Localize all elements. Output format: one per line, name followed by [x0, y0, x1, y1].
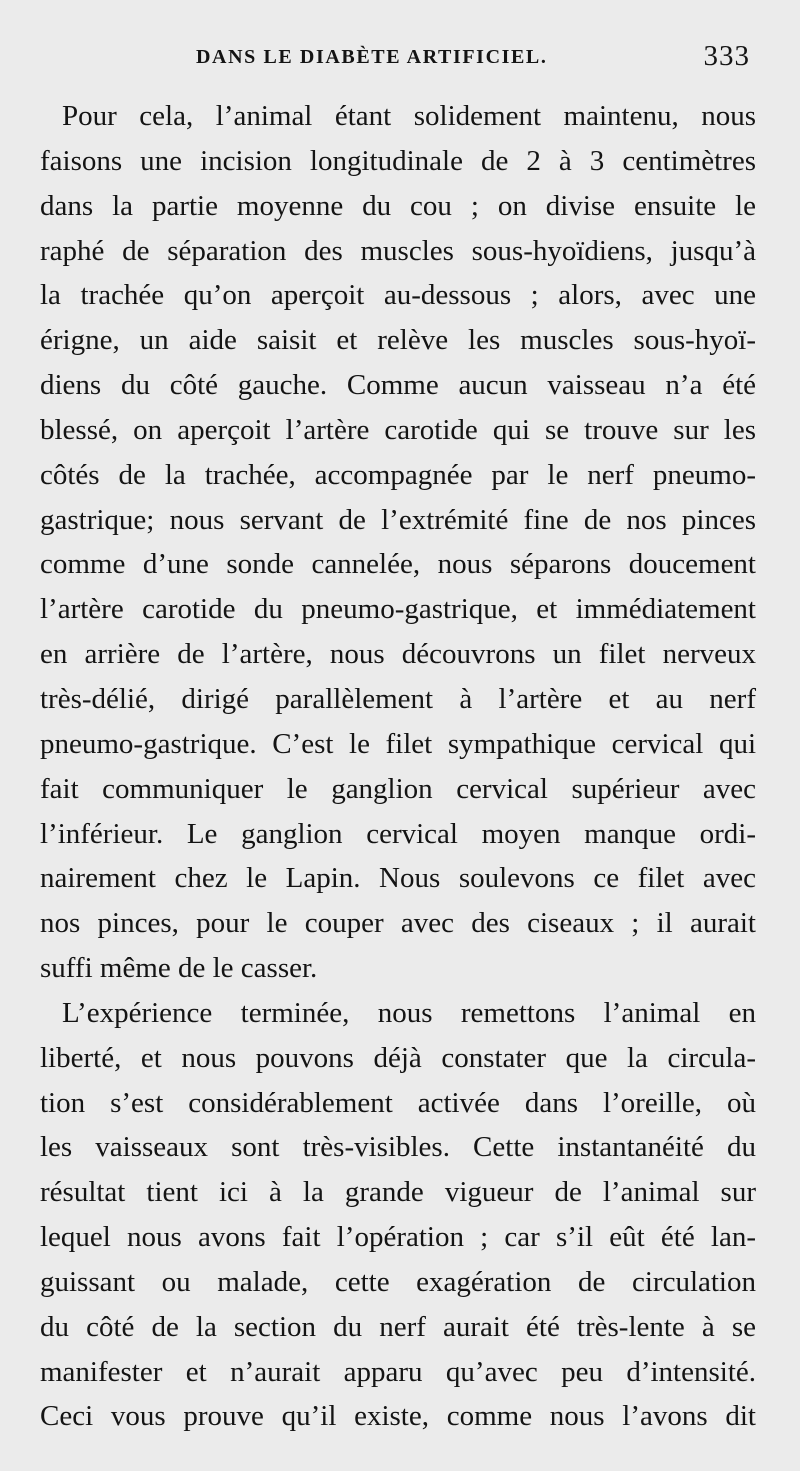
text-line: du côté de la section du nerf aurait été très-lente à se	[40, 1310, 756, 1343]
paragraph	[40, 991, 756, 1439]
text-line: guissant ou malade, cette exagération de circulation	[40, 1265, 756, 1298]
text-line: tion s’est considérablement activée dans l’oreille, où	[40, 1086, 756, 1119]
text-line: nos pinces, pour le couper avec des ciseaux ; il aurait	[40, 907, 756, 940]
text-line: suffi même de le casser.	[40, 952, 318, 985]
text-line: nairement chez le Lapin. Nous soulevons ce filet avec	[40, 862, 756, 895]
text-line: comme d’une sonde cannelée, nous séparons doucement	[40, 548, 756, 581]
page-number: 333	[703, 40, 750, 72]
text-line: Ceci vous prouve qu’il existe, comme nous l’avons dit	[40, 1400, 756, 1433]
text-line: raphé de séparation des muscles sous-hyoïdiens, jusqu’à	[40, 234, 756, 267]
text-line: diens du côté gauche. Comme aucun vaisseau n’a été	[40, 369, 756, 402]
text-line: érigne, un aide saisit et relève les muscles sous-hyoï-	[40, 324, 756, 357]
text-line: faisons une incision longitudinale de 2 à 3 centimètres	[40, 144, 756, 177]
text-line: Pour cela, l’animal étant solidement maintenu, nous	[62, 100, 756, 132]
body-text	[40, 94, 756, 1439]
paragraph	[40, 94, 756, 991]
text-line: liberté, et nous pouvons déjà constater que la circula-	[40, 1041, 756, 1074]
text-line: résultat tient ici à la grande vigueur de l’animal sur	[40, 1176, 756, 1209]
text-line: blessé, on aperçoit l’artère carotide qui se trouve sur les	[40, 413, 756, 446]
text-line: très-délié, dirigé parallèlement à l’artère et au nerf	[40, 682, 756, 715]
text-line: dans la partie moyenne du cou ; on divise ensuite le	[40, 189, 756, 222]
text-line: en arrière de l’artère, nous découvrons un filet nerveux	[40, 638, 756, 671]
text-line: gastrique; nous servant de l’extrémité fine de nos pinces	[40, 503, 756, 536]
text-line: côtés de la trachée, accompagnée par le nerf pneumo-	[40, 458, 756, 491]
text-line: pneumo-gastrique. C’est le filet sympathique cervical qui	[40, 727, 756, 760]
text-line: L’expérience terminée, nous remettons l’animal en	[62, 996, 756, 1029]
text-line: l’inférieur. Le ganglion cervical moyen manque ordi-	[40, 817, 756, 850]
text-line: la trachée qu’on aperçoit au-dessous ; alors, avec une	[40, 279, 756, 312]
text-line: manifester et n’aurait apparu qu’avec peu d’intensité.	[40, 1355, 756, 1388]
running-title: DANS LE DIABÈTE ARTIFICIEL.	[196, 46, 548, 68]
text-line: les vaisseaux sont très-visibles. Cette instantanéité du	[40, 1131, 756, 1164]
page-header	[0, 36, 800, 84]
text-line: lequel nous avons fait l’opération ; car s’il eût été lan-	[40, 1221, 756, 1254]
text-line: fait communiquer le ganglion cervical supérieur avec	[40, 772, 756, 805]
text-line: l’artère carotide du pneumo-gastrique, et immédiatement	[40, 593, 756, 626]
